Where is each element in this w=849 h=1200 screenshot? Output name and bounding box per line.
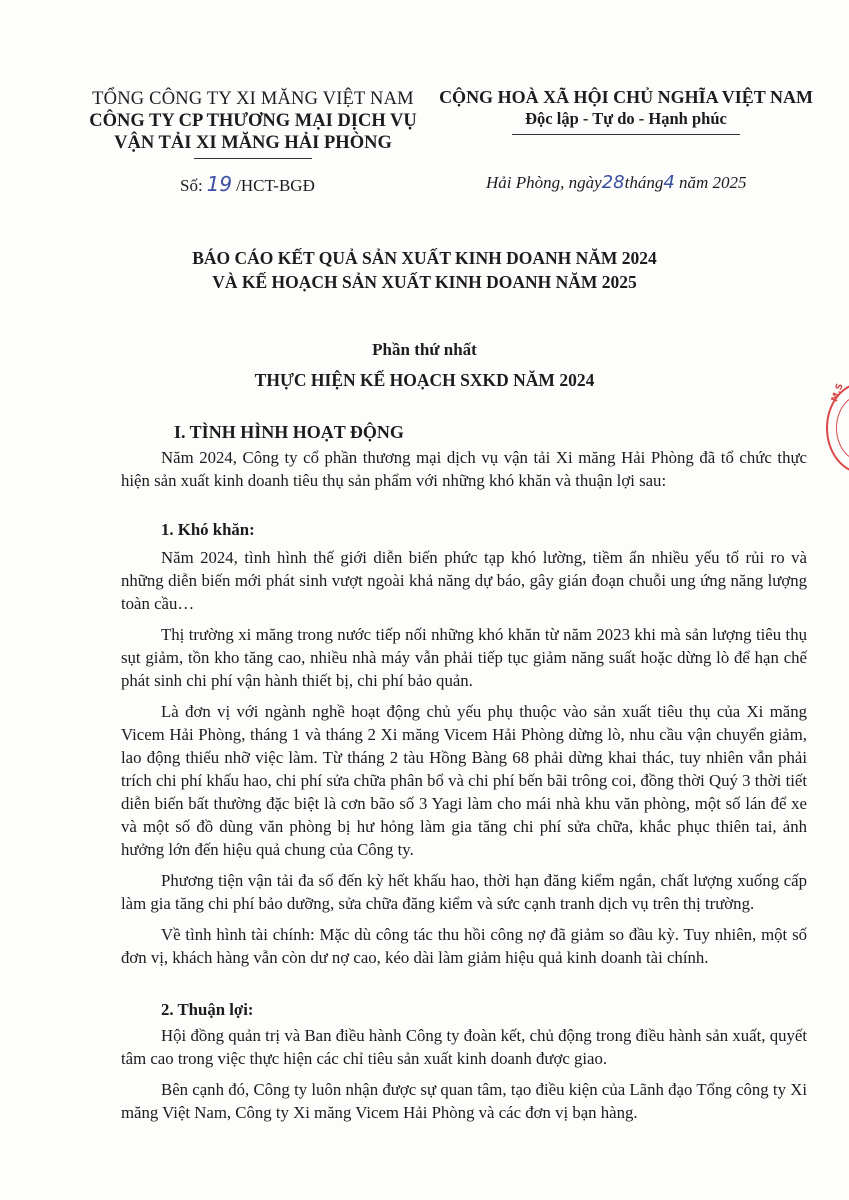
report-title [0,246,849,294]
difficulty-paragraph: Về tình hình tài chính: Mặc dù công tác thu hồi công nợ đã giảm so đầu kỳ. Tuy nhiên, một số đơn vị, khách hàng vẫn còn dư nợ cao, kéo dài làm giảm hiệu quả kinh doanh tài chính. [121,925,807,967]
section-intro [121,446,807,492]
national-motto: Độc lập - Tự do - Hạnh phúc [525,109,727,128]
document-date [486,172,747,193]
date-day: 28 [601,172,625,193]
doc-number-prefix: Số: [180,176,203,195]
advantage-paragraph: Bên cạnh đó, Công ty luôn nhận được sự quan tâm, tạo điều kiện của Lãnh đạo Tổng công ty Xi măng Việt Nam, Công ty Xi măng Vicem Hải Phòng và các đơn vị bạn hàng. [121,1080,807,1122]
company-name-line1: CÔNG TY CP THƯƠNG MẠI DỊCH VỤ [89,111,417,131]
difficulty-paragraph: Là đơn vị với ngành nghề hoạt động chủ yếu phụ thuộc vào sản xuất tiêu thụ của Xi măng Vicem Hải Phòng, tháng 1 và tháng 2 Xi măng Vicem Hải Phòng dừng lò, nhu cầu vận chuyển giảm, lao động thiếu nhỡ việc làm. Từ tháng 2 tàu Hồng Bàng 68 phải dừng khai thác, tuy nhiên vẫn phải trích chi phí khấu hao, chi phí sửa chữa phân bổ và chi phí bến bãi trông coi, đồng thời Quý 3 thời tiết diễn biến bất thường đặc biệt là cơn bão số 3 Yagi làm cho mái nhà khu văn phòng, một số lán để xe và một số đồ dùng văn phòng bị hư hỏng làm gia tăng chi phí sửa chữa, khắc phục thiên tai, ảnh hưởng lớn đến hiệu quả chung của Công ty. [121,702,807,859]
company-seal-stamp [826,382,849,474]
organization-header [78,88,428,159]
doc-number-suffix: /HCT-BGĐ [236,176,315,195]
intro-paragraph: Năm 2024, Công ty cổ phần thương mại dịch vụ vận tải Xi măng Hải Phòng đã tổ chức thực hiện sản xuất kinh doanh tiêu thụ sản phẩm với những khó khăn và thuận lợi sau: [121,448,807,490]
parent-org-name: TỔNG CÔNG TY XI MĂNG VIỆT NAM [92,89,414,109]
difficulty-paragraph: Thị trường xi măng trong nước tiếp nối những khó khăn từ năm 2023 khi mà sản lượng tiêu thụ sụt giảm, tồn kho tăng cao, nhiều nhà máy vẫn phải tiếp tục giảm năng suất hoặc dừng lò để hạn chế phát sinh chi phí vận hành thiết bị, chi phí bảo quản. [121,625,807,690]
difficulties-heading: 1. Khó khăn: [161,520,255,539]
document-number [180,172,315,196]
doc-number-handwritten: 19 [206,172,233,196]
motto-underline [512,134,740,135]
advantages-body [121,1024,807,1124]
nation-name: CỘNG HOÀ XÃ HỘI CHỦ NGHĨA VIỆT NAM [439,87,813,107]
date-year: năm 2025 [679,173,747,192]
report-title-line2: VÀ KẾ HOẠCH SẢN XUẤT KINH DOANH NĂM 2025 [212,272,637,292]
difficulty-paragraph: Phương tiện vận tải đa số đến kỳ hết khấu hao, thời hạn đăng kiểm ngắn, chất lượng xuống cấp làm gia tăng chi phí bảo dưỡng, sửa chữa đăng kiểm và sức cạnh tranh dịch vụ trên thị trường. [121,871,807,913]
header-underline [194,158,312,159]
date-month-label: tháng [624,173,664,192]
part-subheading: THỰC HIỆN KẾ HOẠCH SXKD NĂM 2024 [254,370,595,390]
advantage-paragraph: Hội đồng quản trị và Ban điều hành Công ty đoàn kết, chủ động trong điều hành sản xuất, quyết tâm cao trong việc thực hiện các chỉ tiêu sản xuất kinh doanh được giao. [121,1026,807,1068]
difficulty-paragraph: Năm 2024, tình hình thế giới diễn biến phức tạp khó lường, tiềm ẩn nhiều yếu tố rủi ro và những diễn biến mới phát sinh vượt ngoài khả năng dự báo, gây gián đoạn chuỗi ung ứng năng lượng toàn cầu… [121,548,807,613]
section-heading: I. TÌNH HÌNH HOẠT ĐỘNG [174,422,404,442]
report-title-line1: BÁO CÁO KẾT QUẢ SẢN XUẤT KINH DOANH NĂM 2024 [192,248,657,268]
date-place: Hải Phòng, ngày [486,173,602,192]
part-heading: Phần thứ nhất [372,340,477,359]
advantages-heading: 2. Thuận lợi: [161,1000,254,1019]
company-name-line2: VẬN TẢI XI MĂNG HẢI PHÒNG [114,133,392,153]
seal-text: M.S [830,382,846,404]
national-header [428,86,824,135]
difficulties-body [121,546,807,969]
seal-inner-ring [836,394,849,462]
date-month: 4 [663,172,675,193]
